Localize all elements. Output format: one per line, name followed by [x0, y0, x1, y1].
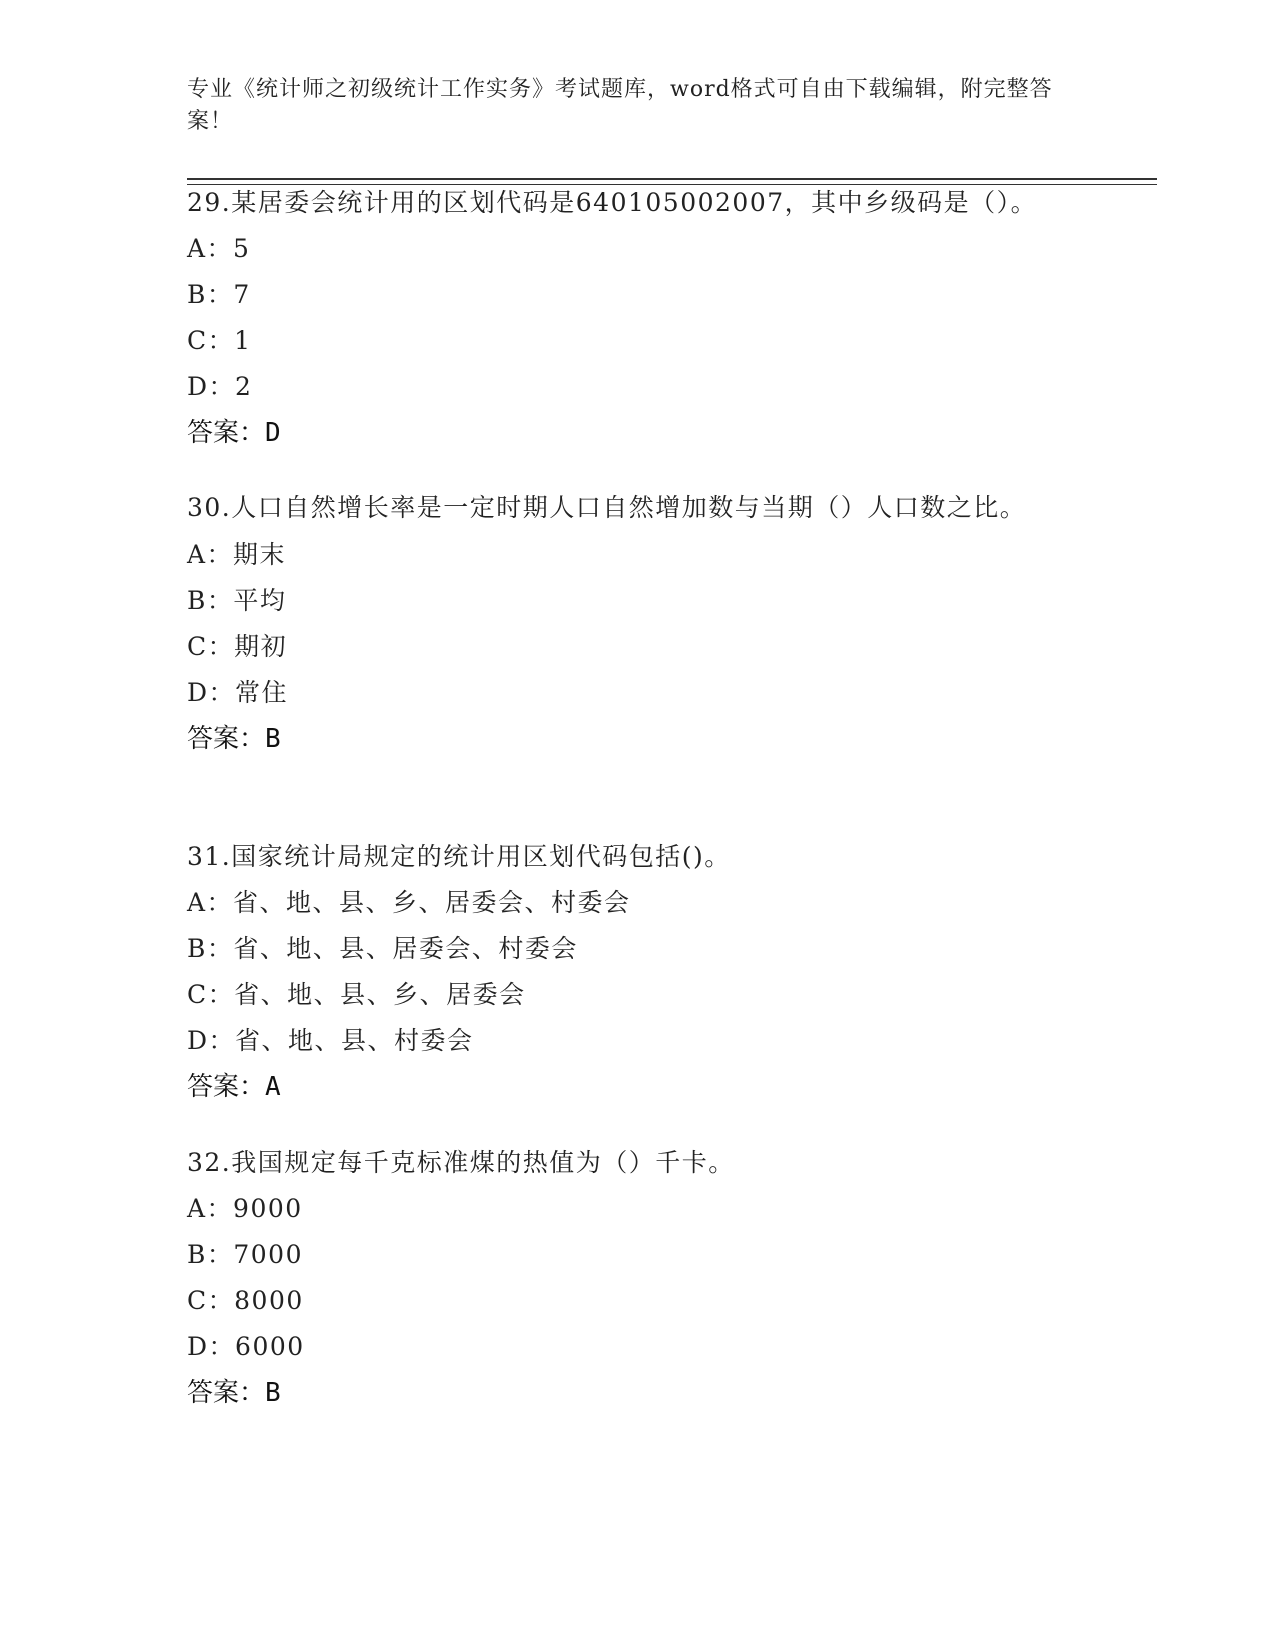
option-d: D：6000: [187, 1332, 305, 1361]
answer: 答案：D: [187, 418, 281, 448]
option-a: A：期末: [187, 540, 287, 569]
option-d: D：2: [187, 372, 253, 401]
answer: 答案：B: [187, 724, 281, 754]
document-header: 专业《统计师之初级统计工作实务》考试题库，word格式可自由下载编辑，附完整答案！: [187, 77, 1053, 134]
question-text: 30.人口自然增长率是一定时期人口自然增加数与当期（）人口数之比。: [187, 493, 1027, 522]
option-b: B：7: [187, 280, 251, 309]
option-c: C：期初: [187, 632, 288, 661]
option-a: A：9000: [187, 1194, 303, 1223]
option-b: B：平均: [187, 586, 287, 615]
option-d: D：常住: [187, 678, 289, 707]
answer: 答案：B: [187, 1378, 281, 1408]
option-c: C：8000: [187, 1286, 304, 1315]
question-text: 31.国家统计局规定的统计用区划代码包括()。: [187, 842, 731, 871]
question-text: 32.我国规定每千克标准煤的热值为（）千卡。: [187, 1148, 735, 1177]
question-31: [187, 834, 1087, 1110]
question-29: [187, 180, 1087, 456]
answer: 答案：A: [187, 1072, 281, 1102]
option-d: D：省、地、县、村委会: [187, 1026, 474, 1055]
question-32: [187, 1140, 1087, 1416]
option-a: A：省、地、县、乡、居委会、村委会: [187, 888, 631, 917]
question-30: [187, 484, 1087, 762]
option-b: B：省、地、县、居委会、村委会: [187, 934, 578, 963]
option-a: A：5: [187, 234, 251, 263]
question-text: 29.某居委会统计用的区划代码是640105002007，其中乡级码是（）。: [187, 188, 1038, 217]
option-b: B：7000: [187, 1240, 303, 1269]
option-c: C：省、地、县、乡、居委会: [187, 980, 526, 1009]
option-c: C：1: [187, 326, 252, 355]
